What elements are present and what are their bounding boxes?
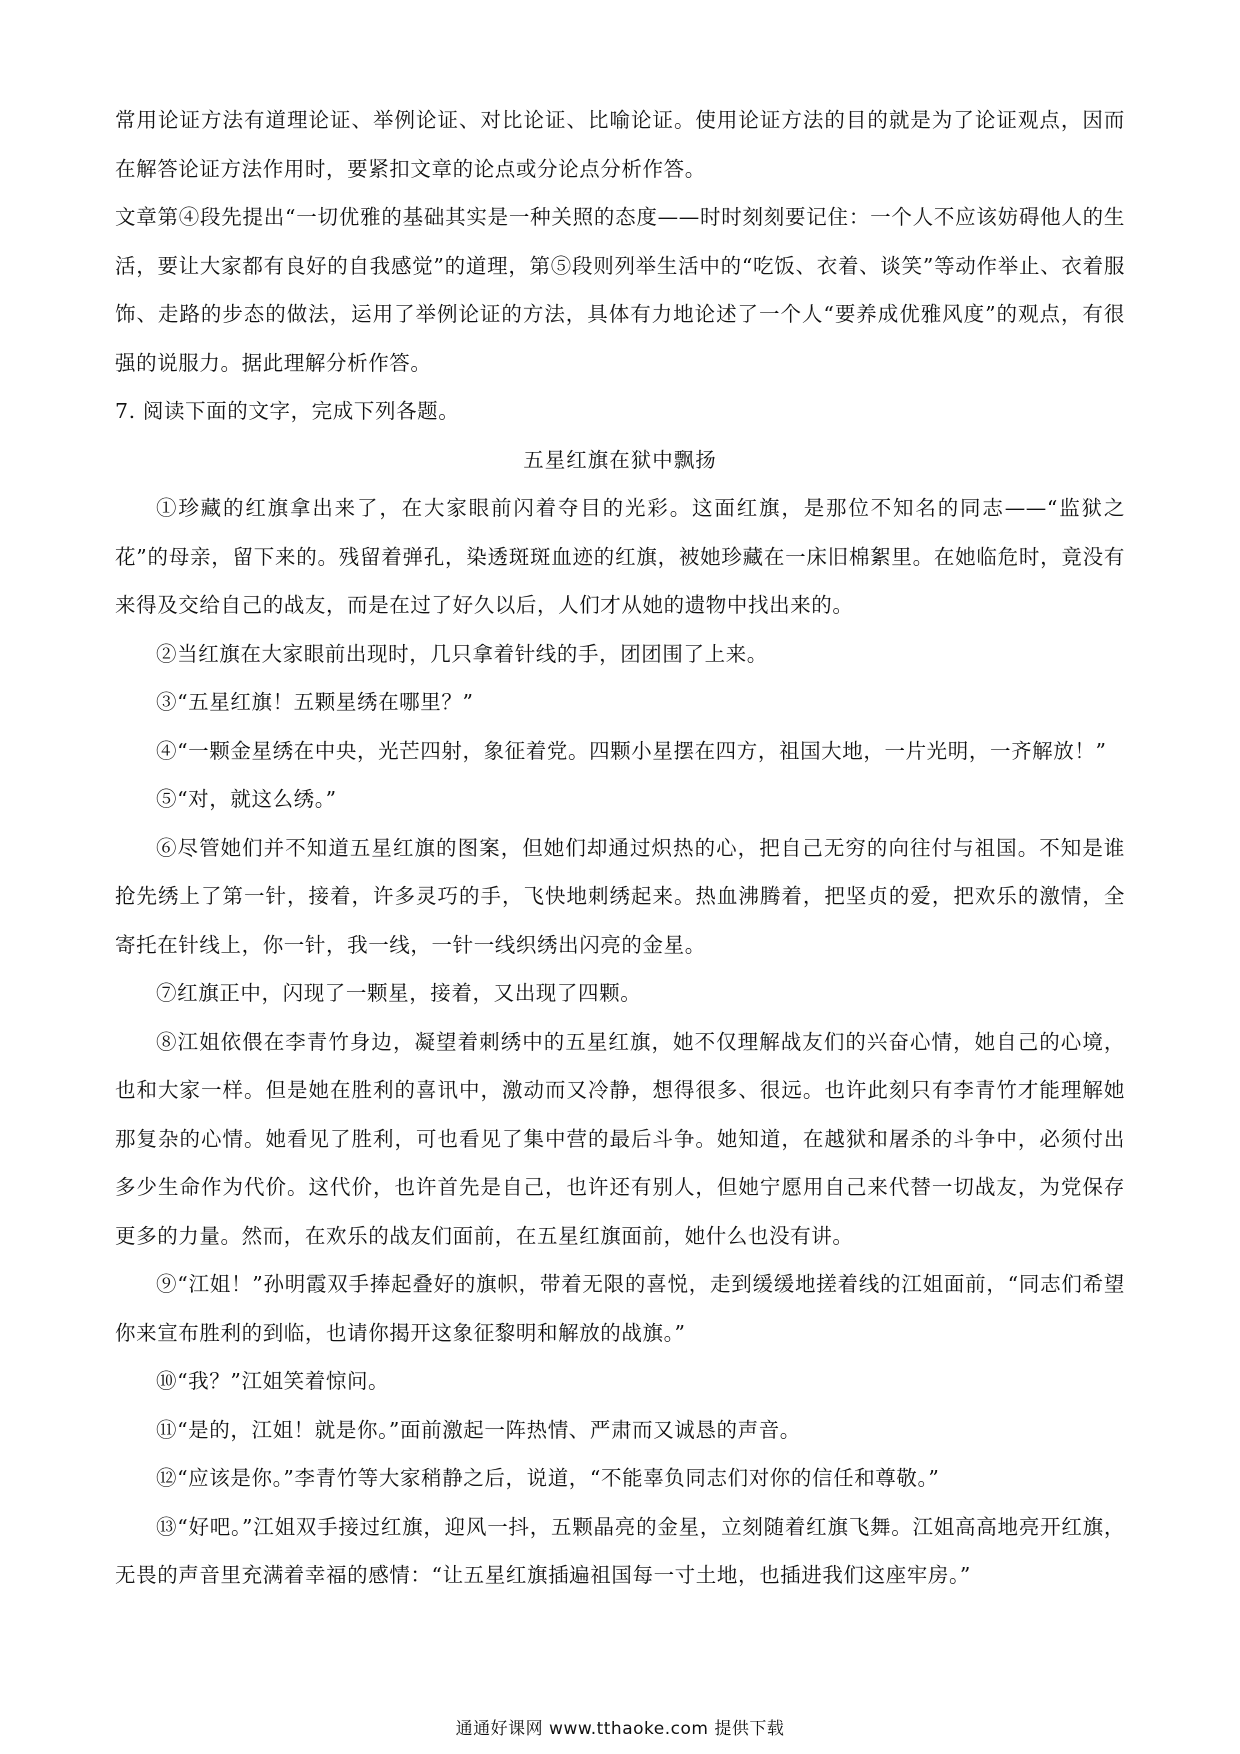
story-paragraph-12: ⑫“应该是你。”李青竹等大家稍静之后，说道，“不能辜负同志们对你的信任和尊敬。” — [156, 1466, 940, 1490]
document-page — [115, 96, 1125, 1600]
page-footer: 通通好课网 www.tthaoke.com 提供下载 — [455, 1719, 785, 1739]
analysis-paragraph-1: 常用论证方法有道理论证、举例论证、对比论证、比喻论证。使用论证方法的目的就是为了论证观点，因而在解答论证方法作用时，要紧扣文章的论点或分论点分析作答。 — [115, 108, 1125, 181]
story-paragraph-7: ⑦红旗正中，闪现了一颗星，接着，又出现了四颗。 — [156, 981, 642, 1005]
story-paragraph-5: ⑤“对，就这么绣。” — [156, 787, 337, 811]
story-paragraph-13: ⑬“好吧。”江姐双手接过红旗，迎风一抖，五颗晶亮的金星，立刻随着红旗飞舞。江姐高高地亮开红旗，无畏的声音里充满着幸福的感情：“让五星红旗插遍祖国每一寸土地，也插进我们这座牢房。” — [115, 1514, 1125, 1587]
story-paragraph-1: ①珍藏的红旗拿出来了，在大家眼前闪着夺目的光彩。这面红旗，是那位不知名的同志——“监狱之花”的母亲，留下来的。残留着弹孔，染透斑斑血迹的红旗，被她珍藏在一床旧棉絮里。在她临危时，竟没有来得及交给自己的战友，而是在过了好久以后，人们才从她的遗物中找出来的。 — [115, 496, 1125, 617]
analysis-paragraph-2: 文章第④段先提出“一切优雅的基础其实是一种关照的态度——时时刻刻要记住：一个人不应该妨碍他人的生活，要让大家都有良好的自我感觉”的道理，第⑤段则列举生活中的“吃饭、衣着、谈笑”等动作举止、衣着服饰、走路的步态的做法，运用了举例论证的方法，具体有力地论述了一个人“要养成优雅风度”的观点，有很强的说服力。据此理解分析作答。 — [115, 205, 1125, 375]
story-paragraph-8: ⑧江姐依偎在李青竹身边，凝望着刺绣中的五星红旗，她不仅理解战友们的兴奋心情，她自己的心境，也和大家一样。但是她在胜利的喜讯中，激动而又冷静，想得很多、很远。也许此刻只有李青竹才能理解她那复杂的心情。她看见了胜利，可也看见了集中营的最后斗争。她知道，在越狱和屠杀的斗争中，必须付出多少生命作为代价。这代价，也许首先是自己，也许还有别人，但她宁愿用自己来代替一切战友，为党保存更多的力量。然而，在欢乐的战友们面前，在五星红旗面前，她什么也没有讲。 — [115, 1029, 1125, 1248]
story-title: 五星红旗在狱中飘扬 — [523, 447, 717, 472]
story-paragraph-3: ③“五星红旗！五颗星绣在哪里？” — [156, 690, 474, 714]
question-prompt: 7. 阅读下面的文字，完成下列各题。 — [115, 399, 460, 423]
story-paragraph-2: ②当红旗在大家眼前出现时，几只拿着针线的手，团团围了上来。 — [156, 641, 768, 666]
story-paragraph-6: ⑥尽管她们并不知道五星红旗的图案，但她们却通过炽热的心，把自己无穷的向往付与祖国。不知是谁抢先绣上了第一针，接着，许多灵巧的手，飞快地刺绣起来。热血沸腾着，把坚贞的爱，把欢乐的激情，全寄托在针线上，你一针，我一线，一针一线织绣出闪亮的金星。 — [115, 835, 1125, 957]
story-paragraph-11: ⑪“是的，江姐！就是你。”面前激起一阵热情、严肃而又诚恳的声音。 — [156, 1417, 801, 1442]
story-paragraph-10: ⑩“我？”江姐笑着惊问。 — [156, 1369, 390, 1393]
story-paragraph-4: ④“一颗金星绣在中央，光芒四射，象征着党。四颗小星摆在四方，祖国大地，一片光明，一齐解放！” — [156, 738, 1107, 763]
story-paragraph-9: ⑨“江姐！”孙明霞双手捧起叠好的旗帜，带着无限的喜悦，走到缓缓地搓着线的江姐面前，“同志们希望你来宣布胜利的到临，也请你揭开这象征黎明和解放的战旗。” — [115, 1272, 1125, 1345]
